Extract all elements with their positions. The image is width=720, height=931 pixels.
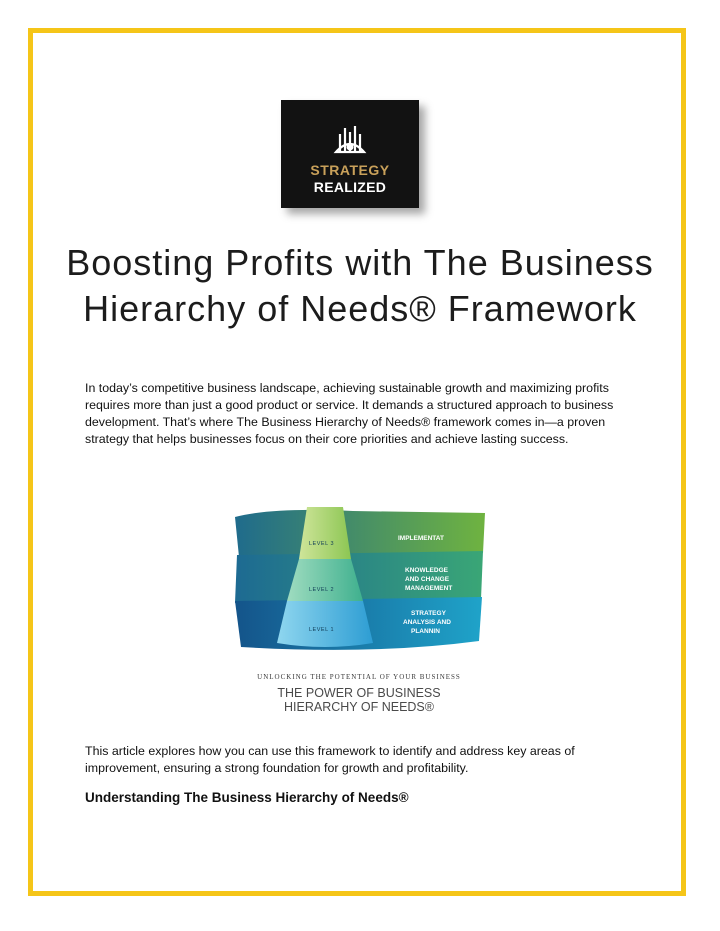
body-paragraph: This article explores how you can use this framework to identify and address key areas of improvement, ensuring a strong foundation for growth and profitability.	[85, 744, 575, 775]
stage-top-label: IMPLEMENTAT	[398, 535, 444, 542]
band-top	[235, 510, 485, 557]
figure-caption-line2: HIERARCHY OF NEEDS®	[284, 700, 434, 714]
figure-caption-line1: THE POWER OF BUSINESS	[277, 686, 441, 700]
logo-line-strategy: STRATEGY	[310, 162, 390, 178]
stage-mid-line2: AND CHANGE	[405, 576, 450, 583]
logo-line-realized: REALIZED	[313, 179, 387, 195]
level-1-label: LEVEL 1	[309, 627, 335, 633]
intro-paragraph: In today’s competitive business landscape, achieving sustainable growth and maximizing profits requires more than just a good product or service. It demands a structured approach to business development. That’s where The Business Hierarchy of Needs® framework comes in—a proven strategy that helps businesses focus on their core priorities and achieve lasting success.	[85, 381, 614, 446]
page-title: Boosting Profits with The Business Hierarchy of Needs® Framework	[66, 242, 654, 329]
pyramid-level-3	[299, 507, 351, 559]
level-3-label: LEVEL 3	[309, 541, 335, 547]
level-2-label: LEVEL 2	[309, 587, 335, 593]
hierarchy-figure	[233, 505, 485, 715]
strategy-realized-logo	[281, 100, 419, 208]
pyramid-level-2	[287, 559, 363, 601]
pyramid-level-1	[277, 601, 373, 647]
stage-mid-line3: MANAGEMENT	[405, 585, 453, 592]
stage-bottom-line1: STRATEGY	[411, 610, 446, 617]
stage-mid-line1: KNOWLEDGE	[405, 567, 448, 574]
section-heading: Understanding The Business Hierarchy of Needs®	[85, 790, 409, 805]
stage-bottom-line3: PLANNIN	[411, 628, 440, 635]
figure-caption-small: UNLOCKING THE POTENTIAL OF YOUR BUSINESS	[257, 673, 461, 681]
stage-bottom-line2: ANALYSIS AND	[403, 619, 451, 626]
castle-eye-icon	[331, 122, 369, 156]
